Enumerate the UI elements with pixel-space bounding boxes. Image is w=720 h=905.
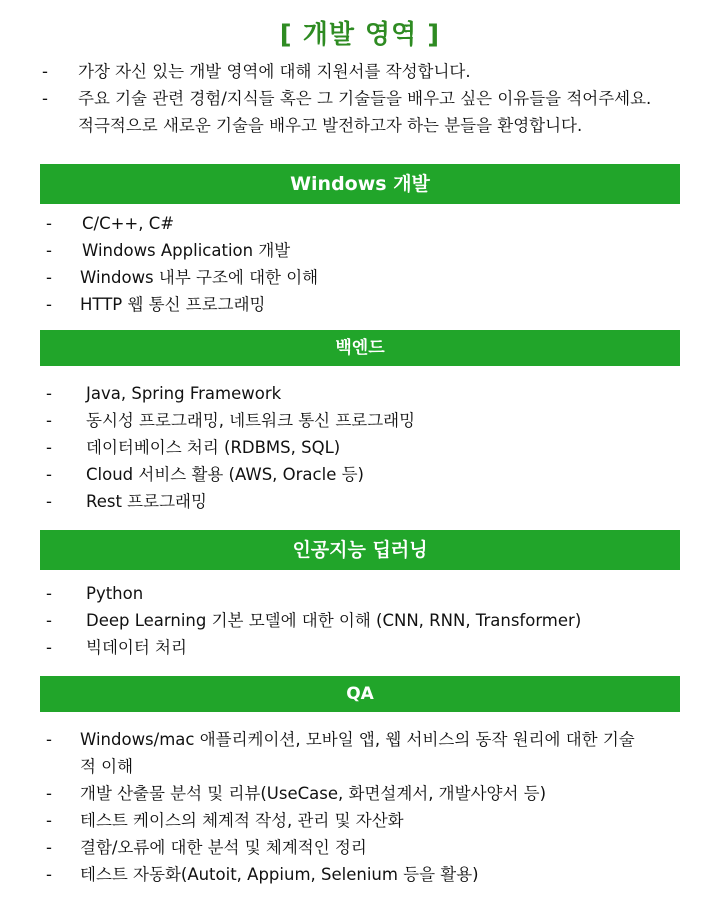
section-list-backend: [40, 380, 700, 515]
intro-line: [40, 85, 700, 139]
bullet-dash: -: [46, 214, 52, 233]
list-item: - 테스트 자동화(Autoit, Appium, Selenium 등을 활용): [40, 861, 700, 888]
list-item: - 결함/오류에 대한 분석 및 체계적인 정리: [40, 834, 700, 861]
bullet-dash: -: [42, 89, 48, 108]
list-item: - 동시성 프로그래밍, 네트워크 통신 프로그래밍: [40, 407, 700, 434]
bullet-dash: -: [46, 784, 52, 803]
section-list-qa: [40, 726, 700, 888]
intro-line: [40, 58, 700, 85]
section-header-backend: 백엔드: [40, 330, 680, 366]
bullet-dash: -: [46, 295, 52, 314]
page-title: [ 개발 영역 ]: [279, 20, 441, 50]
list-item: - 개발 산출물 분석 및 리뷰(UseCase, 화면설계서, 개발사양서 등): [40, 780, 700, 807]
intro-block: [40, 58, 700, 139]
bullet-dash: -: [46, 584, 52, 603]
bullet-dash: -: [46, 811, 52, 830]
list-item: - Rest 프로그래밍: [40, 488, 700, 515]
bullet-dash: -: [46, 465, 52, 484]
list-item: - 빅데이터 처리: [40, 634, 700, 661]
list-item: - Python: [40, 580, 700, 607]
intro-text: 가장 자신 있는 개발 영역에 대해 지원서를 작성합니다.: [78, 62, 471, 81]
bullet-dash: -: [46, 611, 52, 630]
list-item: - Windows 내부 구조에 대한 이해: [40, 264, 700, 291]
bullet-dash: -: [46, 492, 52, 511]
bullet-dash: -: [46, 838, 52, 857]
intro-text: 적극적으로 새로운 기술을 배우고 발전하고자 하는 분들을 환영합니다.: [78, 116, 583, 135]
bullet-dash: -: [46, 638, 52, 657]
list-item: - Windows/mac 애플리케이션, 모바일 앱, 웹 서비스의 동작 원리에 대한 기술적 이해: [40, 726, 700, 780]
list-item: - Deep Learning 기본 모델에 대한 이해 (CNN, RNN, Transformer): [40, 607, 700, 634]
bullet-dash: -: [46, 268, 52, 287]
section-header-windows: Windows 개발: [40, 164, 680, 204]
list-item: - 테스트 케이스의 체계적 작성, 관리 및 자산화: [40, 807, 700, 834]
bullet-dash: -: [46, 865, 52, 884]
bullet-dash: -: [46, 438, 52, 457]
list-item: - 데이터베이스 처리 (RDBMS, SQL): [40, 434, 700, 461]
bullet-dash: -: [42, 62, 48, 81]
section-list-windows: [40, 210, 700, 318]
bullet-dash: -: [46, 384, 52, 403]
list-item: - C/C++, C#: [40, 210, 700, 237]
list-item: - Cloud 서비스 활용 (AWS, Oracle 등): [40, 461, 700, 488]
bullet-dash: -: [46, 730, 52, 749]
section-list-ai: [40, 580, 700, 661]
section-header-ai: 인공지능 딥러닝: [40, 530, 680, 570]
section-header-qa: QA: [40, 676, 680, 712]
bullet-dash: -: [46, 241, 52, 260]
list-item: - HTTP 웹 통신 프로그래밍: [40, 291, 700, 318]
list-item: - Windows Application 개발: [40, 237, 700, 264]
list-item: - Java, Spring Framework: [40, 380, 700, 407]
intro-text: 주요 기술 관련 경험/지식들 혹은 그 기술들을 배우고 싶은 이유들을 적어주세요.: [78, 89, 652, 108]
bullet-dash: -: [46, 411, 52, 430]
